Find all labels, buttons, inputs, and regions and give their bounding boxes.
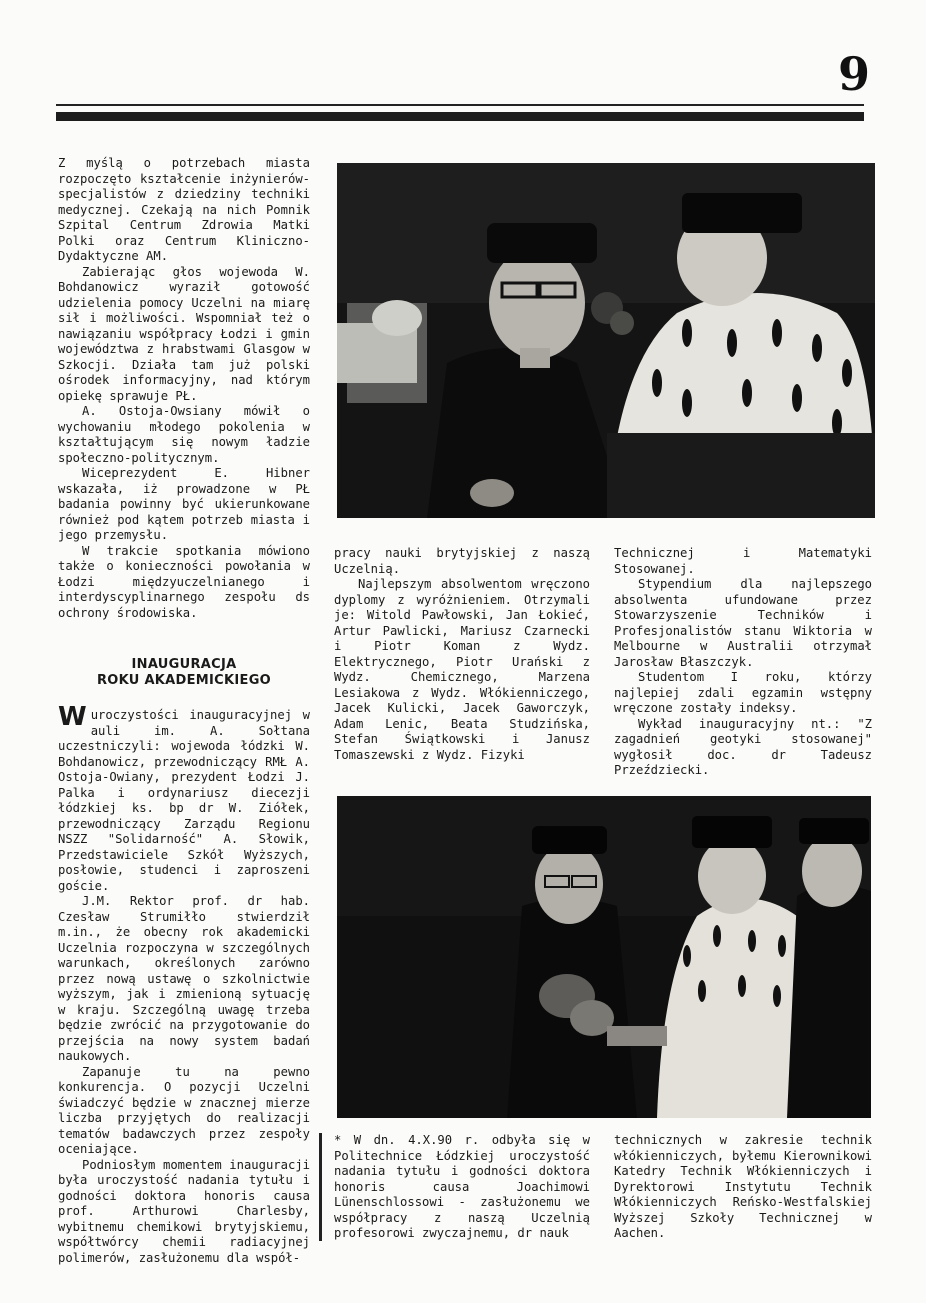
paragraph: Zapanuje tu na pewno konkurencja. O pozycji Uczelni świadczyć będzie w znacznej mierze liczba przyjętych do realizacji tematów badawczych przez zespoły oceniające. — [58, 1064, 310, 1156]
paragraph: Najlepszym absolwentom wręczono dyplomy z wyróżnieniem. Otrzymali je: Witold Pawłowski, Jan Łokieć, Artur Pawlicki, Mariusz Czarnecki i Piotr Koman z Wydz. Elektrycznego, Piotr Urański z Wydz. Chemicznego, Marzena Lesiakowa z Wydz. Włókienniczego, Jacek Kulicki, Jacek Gaworczyk, Adam Lenic, Beata Studzińska, Stefan Świątkowski i Janusz Tomaszewski z Wydz. Fizyki — [334, 577, 590, 762]
header-rule-thick — [56, 112, 864, 121]
dropcap-paragraph-text: uroczystości inauguracyjnej w auli im. A. Sołtana uczestniczyli: wojewoda łódzki W. Bohdanowicz, przewodniczący RMŁ A. Ostoja-Owiany, prezydent Łodzi J. Palka i ordynariusz diecezji łódzkiej ks. bp dr W. Ziółek, przewodniczący Zarządu Regionu NSZZ "Solidarność" A. Słowik, Przedstawiciele Szkół Wyższych, posłowie, studenci i zaproszeni goście. — [58, 708, 310, 893]
paragraph: Stypendium dla najlepszego absolwenta ufundowane przez Stowarzyszenie Techników i Profesjonalistów stanu Wiktoria w Melbourne w Australii otrzymał Jarosław Błaszczyk. — [614, 577, 872, 669]
left-column-bottom — [58, 702, 310, 1266]
photo-caption — [334, 1133, 590, 1242]
left-column-top — [58, 156, 310, 621]
paragraph: Wiceprezydent E. Hibner wskazała, iż prowadzone w PŁ badania powinny być ukierunkowane również pod kątem potrzeb miasta i jego przemysłu. — [58, 466, 310, 542]
dropcap: W — [58, 702, 87, 732]
paragraph: Wykład inauguracyjny nt.: "Z zagadnień geotyki stosowanej" wygłosił doc. dr Tadeusz Przeździecki. — [614, 716, 872, 777]
paragraph: W trakcie spotkania mówiono także o konieczności powołania w Łodzi międzyuczelnianego i interdyscyplinarnego zespołu ds ochrony środowiska. — [58, 543, 310, 620]
photo-bottom — [337, 796, 871, 1118]
heading-line-2: ROKU AKADEMICKIEGO — [96, 673, 272, 688]
paragraph-with-dropcap — [58, 702, 310, 894]
header-rule-thin — [56, 104, 864, 106]
photo-caption-continued — [614, 1133, 872, 1242]
section-heading — [58, 657, 310, 689]
paragraph: Studentom I roku, którzy najlepiej zdali egzamin wstępny wręczone zostały indeksy. — [614, 670, 872, 715]
caption-bar — [319, 1133, 322, 1241]
paragraph: pracy nauki brytyjskiej z naszą Uczelnią. — [334, 546, 590, 576]
caption-text: * W dn. 4.X.90 r. odbyła się w Politechnice Łódzkiej uroczystość nadania tytułu i godności doktora honoris causa Joachimowi Lünenschlossowi - zasłużonemu we współpracy z naszą Uczelnią profesorowi zwyczajnemu, dr nauk — [334, 1133, 590, 1240]
paragraph: Zabierając głos wojewoda W. Bohdanowicz wyraził gotowość udzielenia pomocy Uczelni na miarę sił i możliwości. Wspomniał też o nawiązaniu współpracy Łodzi i gmin województwa z hrabstwami Glasgow w Szkocji. Działa tam już polski ośrodek informacyjny, nad którym opiekę sprawuje PŁ. — [58, 264, 310, 403]
paragraph: Technicznej i Matematyki Stosowanej. — [614, 546, 872, 576]
photo-top — [337, 163, 875, 518]
paragraph: J.M. Rektor prof. dr hab. Czesław Strumiłło stwierdził m.in., że obecny rok akademicki Uczelnia rozpoczyna w szczególnych warunkach, określonych zarówno przez nową ustawę o szkolnictwie wyższym, jak i zmienioną sytuację w kraju. Szczególną uwagę trzeba będzie zwrócić na przygotowanie do przejścia na nowy system badań naukowych. — [58, 894, 310, 1063]
right-column — [614, 546, 872, 779]
heading-line-1: INAUGURACJA — [131, 657, 237, 672]
caption-text: technicznych w zakresie technik włókienniczych, byłemu Kierownikowi Katedry Technik Włókienniczych i Dyrektorowi Instytutu Technik Włókienniczych Reńsko-Westfalskiej Wyższej Szkoły Technicznej w Aachen. — [614, 1133, 872, 1240]
paragraph: Podniosłym momentem inauguracji była uroczystość nadania tytułu i godności doktora honoris causa prof. Arthurowi Charlesby, wybitnemu chemikowi brytyjskiemu, współtwórcy chemii radiacyjnej polimerów, zasłużonemu dla współ- — [58, 1157, 310, 1265]
ceremony-photo-top — [337, 163, 875, 518]
paragraph: Z myślą o potrzebach miasta rozpoczęto kształcenie inżynierów-specjalistów z dziedziny techniki medycznej. Czekają na nich Pomnik Szpital Centrum Zdrowia Matki Polki oraz Centrum Kliniczno-Dydaktyczne AM. — [58, 156, 310, 263]
ceremony-photo-bottom — [337, 796, 871, 1118]
middle-column — [334, 546, 590, 763]
paragraph: A. Ostoja-Owsiany mówił o wychowaniu młodego pokolenia w kształtującym się nowym ładzie społeczno-politycznym. — [58, 404, 310, 465]
page-number: 9 — [837, 47, 870, 101]
